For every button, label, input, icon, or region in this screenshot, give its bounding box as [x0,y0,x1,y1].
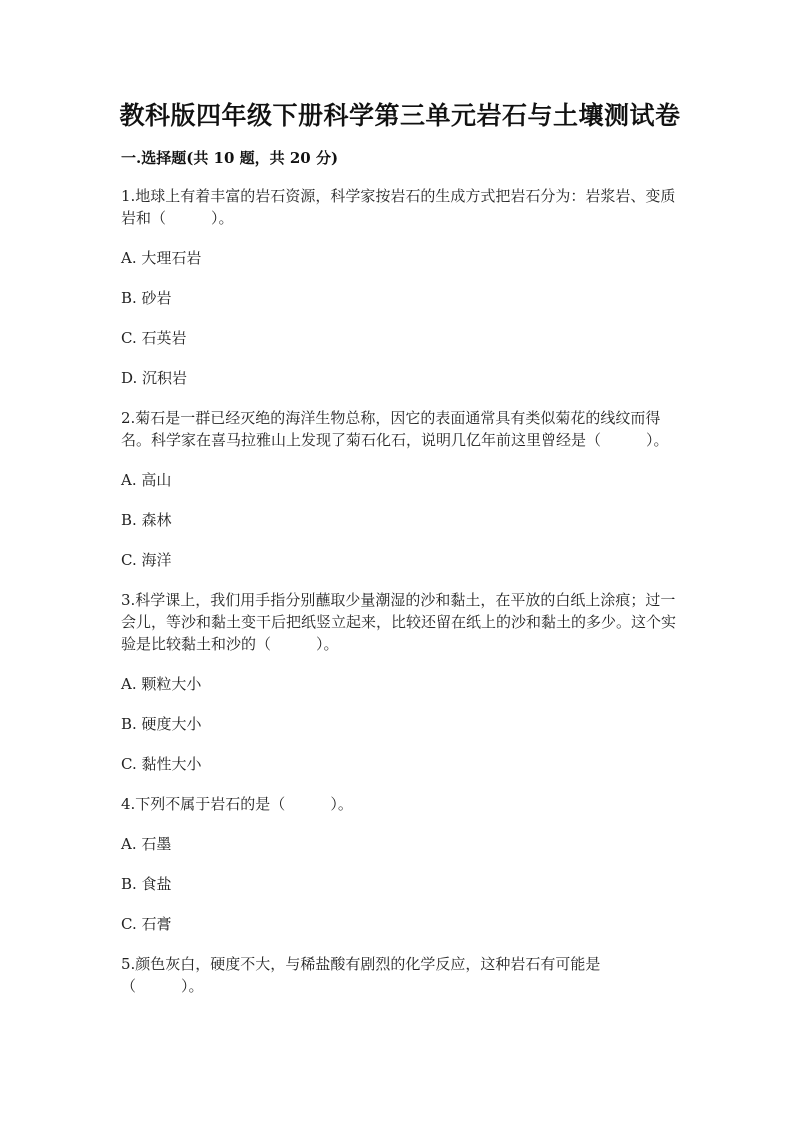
option-b: B. 森林 [121,511,172,529]
question-text: 3.科学课上，我们用手指分别蘸取少量潮湿的沙和黏土，在平放的白纸上涂痕；过一会儿，等沙和黏土变干后把纸竖立起来，比较还留在纸上的沙和黏土的多少。这个实验是比较黏土和沙的（ ）。 [121,591,677,653]
option-b: B. 砂岩 [121,289,172,307]
question-2 [121,407,677,571]
option-b: B. 食盐 [121,875,172,893]
question-4 [121,793,677,935]
option-c: C. 石英岩 [121,329,187,347]
question-text: 4.下列不属于岩石的是（ ）。 [121,795,353,813]
option-a: A. 石墨 [121,835,172,853]
question-3 [121,589,677,775]
option-d: D. 沉积岩 [121,369,188,387]
question-text: 5.颜色灰白，硬度不大，与稀盐酸有剧烈的化学反应，这种岩石有可能是（ ）。 [121,955,601,995]
question-text: 2.菊石是一群已经灭绝的海洋生物总称，因它的表面通常具有类似菊花的线纹而得名。科学家在喜马拉雅山上发现了菊石化石，说明几亿年前这里曾经是（ ）。 [121,409,669,449]
question-5 [121,953,677,997]
document-title: 教科版四年级下册科学第三单元岩石与土壤测试卷 [119,101,681,130]
question-text: 1.地球上有着丰富的岩石资源，科学家按岩石的生成方式把岩石分为：岩浆岩、变质岩和（ ）。 [121,187,676,227]
option-b: B. 硬度大小 [121,715,202,733]
question-list [121,185,677,997]
option-c: C. 石膏 [121,915,172,933]
section-heading: 一.选择题(共 10 题，共 20 分) [121,149,339,167]
option-a: A. 大理石岩 [121,249,202,267]
option-c: C. 黏性大小 [121,755,202,773]
option-a: A. 高山 [121,471,172,489]
question-1 [121,185,677,389]
option-a: A. 颗粒大小 [121,675,202,693]
option-c: C. 海洋 [121,551,172,569]
